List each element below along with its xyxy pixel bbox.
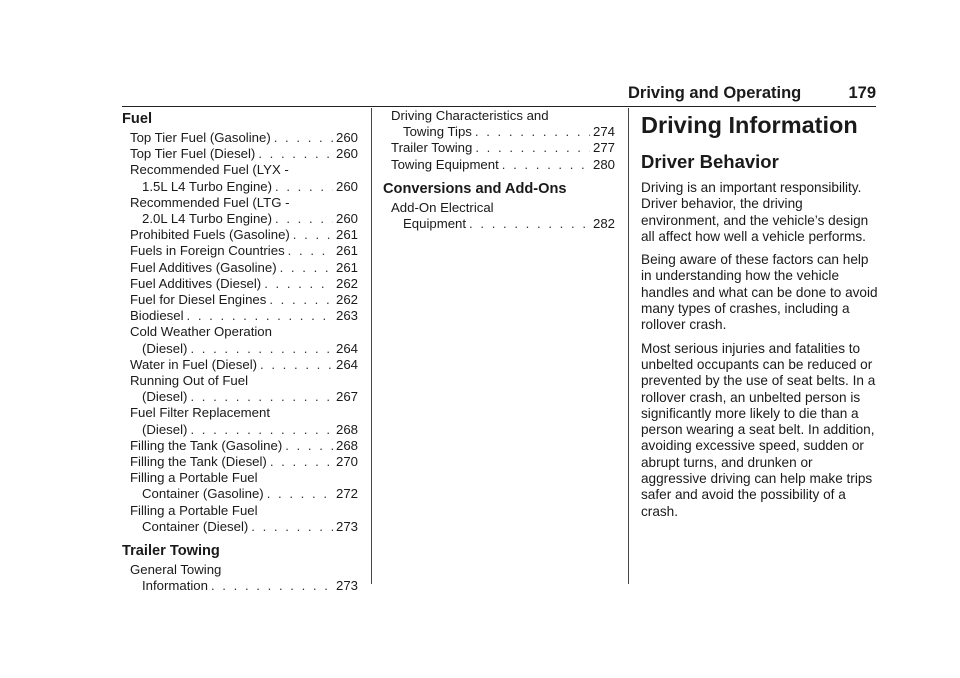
toc-entry[interactable] (383, 200, 615, 232)
dot-leader (475, 124, 590, 140)
dot-leader (187, 308, 333, 324)
toc-entry[interactable] (122, 324, 358, 356)
toc-entry-text: General Towing (130, 562, 222, 578)
toc-entry-text: 2.0L L4 Turbo Engine) (142, 211, 273, 227)
toc-entry-text: Recommended Fuel (LTG - (130, 194, 290, 210)
toc-entry-text: Recommended Fuel (LYX - (130, 162, 289, 178)
toc-entry-text: Biodiesel (130, 308, 184, 324)
toc-entry-text: Cold Weather Operation (130, 324, 272, 340)
dot-leader (280, 260, 333, 276)
toc-entry-text: Fuel Additives (Diesel) (130, 275, 262, 291)
toc-page-number: 268 (335, 437, 358, 453)
dot-leader (267, 486, 333, 502)
toc-entry-text: Container (Gasoline) (142, 486, 264, 502)
toc-entry-text: Filling the Tank (Gasoline) (130, 437, 283, 453)
toc-entry-text: Container (Diesel) (142, 518, 249, 534)
toc-page-number: 260 (335, 146, 358, 162)
dot-leader (502, 157, 590, 173)
toc-entry-text: Filling the Tank (Diesel) (130, 454, 267, 470)
toc-page-number: 260 (335, 178, 358, 194)
dot-leader (190, 422, 333, 438)
toc-entry[interactable] (383, 140, 615, 156)
toc-entry[interactable] (122, 130, 358, 146)
column-divider (628, 108, 629, 584)
toc-page-number: 262 (335, 292, 358, 308)
toc-entry[interactable] (122, 162, 358, 194)
toc-entry-text: Filling a Portable Fuel (130, 502, 258, 518)
toc-page-number: 268 (335, 421, 358, 437)
toc-page-number: 264 (335, 356, 358, 372)
toc-entry[interactable] (383, 157, 615, 173)
dot-leader (264, 276, 333, 292)
toc-page-number: 274 (592, 124, 615, 140)
toc-column-2 (383, 108, 615, 232)
major-heading: Driving Information (641, 112, 858, 138)
toc-entry-text: Fuel for Diesel Engines (130, 292, 267, 308)
toc-entry-text: Prohibited Fuels (Gasoline) (130, 227, 290, 243)
toc-page-number: 270 (335, 454, 358, 470)
toc-entry[interactable] (122, 276, 358, 292)
toc-entry-text: 1.5L L4 Turbo Engine) (142, 178, 273, 194)
dot-leader (211, 578, 333, 594)
toc-entry-text: (Diesel) (142, 389, 188, 405)
toc-entry-text: Running Out of Fuel (130, 373, 249, 389)
toc-entry[interactable] (122, 260, 358, 276)
toc-page-number: 280 (592, 156, 615, 172)
dot-leader (190, 389, 333, 405)
dot-leader (275, 179, 333, 195)
toc-entry-text: Trailer Towing (391, 140, 473, 156)
toc-page-number: 282 (592, 216, 615, 232)
toc-entry[interactable] (122, 470, 358, 502)
section-title: Driving and Operating (628, 84, 802, 102)
toc-page-number: 263 (335, 308, 358, 324)
body-paragraph: Driving is an important responsibility. Driver behavior, the driving environment, and the vehicle’s design all affect how well a vehicle performs. (641, 180, 869, 244)
toc-entry[interactable] (122, 146, 358, 162)
dot-leader (293, 227, 333, 243)
dot-leader (269, 292, 333, 308)
toc-entry-text: Equipment (403, 216, 467, 232)
toc-entry-text: Towing Equipment (391, 156, 499, 172)
header-rule (122, 106, 876, 107)
toc-entry-text: (Diesel) (142, 340, 188, 356)
toc-section-heading: Fuel (122, 111, 152, 127)
toc-entry[interactable] (122, 195, 358, 227)
toc-entry[interactable] (122, 292, 358, 308)
toc-section-heading: Trailer Towing (122, 543, 220, 560)
running-head (628, 84, 876, 103)
toc-entry[interactable] (122, 308, 358, 324)
toc-entry-text: Top Tier Fuel (Gasoline) (130, 130, 271, 145)
dot-leader (260, 357, 333, 373)
dot-leader (288, 243, 333, 259)
body-paragraph: Most serious injuries and fatalities to unbelted occupants can be reduced or prevented by the use of seat belts. In a rollover crash, an unbelted person is significantly more likely to die than a person wearing a seat belt. In addition, avoiding excessive speed, sudden or abrupt turns, and drunken or aggressive driving can help make trips safer and avoid the possibility of a crash. (641, 340, 876, 519)
toc-entry-text: Information (142, 578, 208, 594)
toc-entry[interactable] (122, 438, 358, 454)
toc-entry-text: Fuel Additives (Gasoline) (130, 259, 277, 275)
dot-leader (258, 146, 333, 162)
toc-entry-text: Add-On Electrical (391, 199, 494, 215)
toc-page-number: 272 (335, 486, 358, 502)
toc-entry-text: Fuels in Foreign Countries (130, 243, 285, 259)
toc-entry[interactable] (122, 405, 358, 437)
toc-page-number: 261 (335, 243, 358, 259)
toc-entry[interactable] (383, 108, 615, 140)
dot-leader (270, 454, 333, 470)
toc-page-number: 273 (335, 578, 358, 594)
toc-page-number: 262 (335, 275, 358, 291)
dot-leader (274, 130, 333, 146)
toc-entry-text: Top Tier Fuel (Diesel) (130, 146, 256, 162)
dot-leader (251, 519, 333, 535)
toc-entry[interactable] (122, 227, 358, 243)
toc-entry-text: Fuel Filter Replacement (130, 405, 270, 421)
toc-entry[interactable] (122, 562, 358, 594)
page-number: 179 (848, 84, 876, 102)
toc-page-number: 260 (335, 130, 358, 145)
minor-heading: Driver Behavior (641, 151, 779, 172)
body-paragraph: Being aware of these factors can help in understanding how the vehicle handles and what can be done to avoid many types of crashes, including a rollover crash. (641, 252, 878, 333)
toc-entry[interactable] (122, 243, 358, 259)
toc-page-number: 273 (335, 518, 358, 534)
dot-leader (475, 140, 590, 156)
dot-leader (285, 438, 333, 454)
toc-entry[interactable] (122, 503, 358, 535)
toc-page-number: 261 (335, 227, 358, 243)
toc-page-number: 261 (335, 259, 358, 275)
column-divider (371, 108, 372, 584)
toc-column-1 (122, 110, 358, 594)
toc-entry-text: Water in Fuel (Diesel) (130, 356, 258, 372)
toc-page-number: 260 (335, 211, 358, 227)
toc-entry[interactable] (122, 373, 358, 405)
toc-page-number: 277 (592, 140, 615, 156)
toc-entry-text: Driving Characteristics and (391, 108, 549, 123)
toc-page-number: 267 (335, 389, 358, 405)
dot-leader (275, 211, 333, 227)
dot-leader (469, 216, 590, 232)
toc-entry[interactable] (122, 454, 358, 470)
toc-section-heading: Conversions and Add-Ons (383, 180, 567, 197)
toc-entry-text: (Diesel) (142, 421, 188, 437)
toc-entry-text: Towing Tips (403, 124, 472, 140)
body-column (641, 108, 879, 527)
dot-leader (190, 341, 333, 357)
toc-entry[interactable] (122, 357, 358, 373)
toc-entry-text: Filling a Portable Fuel (130, 470, 258, 486)
toc-page-number: 264 (335, 340, 358, 356)
